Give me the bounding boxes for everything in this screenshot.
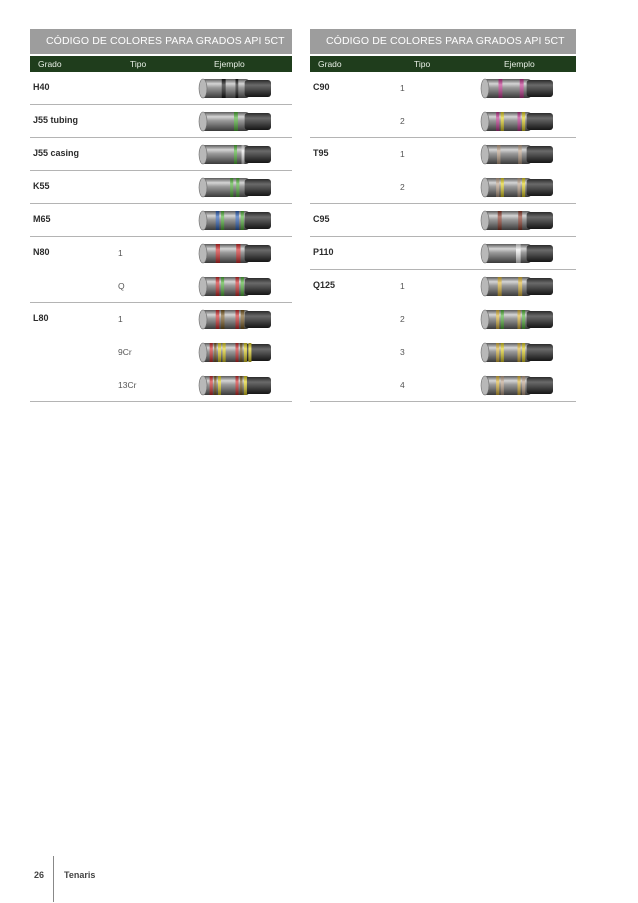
color-band-shade — [522, 310, 525, 329]
pipe-end — [481, 244, 489, 263]
color-band-shade — [518, 376, 521, 395]
color-band-shade — [214, 376, 216, 395]
color-band-shade — [210, 343, 213, 362]
pipe-end — [481, 112, 489, 131]
table-row — [310, 336, 576, 369]
pipe-end — [481, 277, 489, 296]
pipe-coupling — [484, 244, 531, 263]
pipe-coupling — [484, 79, 531, 98]
color-band-shade — [496, 343, 499, 362]
pipe-illustration — [478, 144, 554, 165]
color-band-shade — [236, 310, 239, 329]
color-band-shade — [221, 211, 224, 230]
color-band-shade — [221, 277, 224, 296]
pipe-coupling — [484, 211, 531, 230]
pipe-body — [245, 146, 271, 163]
table-row — [310, 204, 576, 237]
color-band-shade — [236, 211, 239, 230]
pipe-body — [245, 80, 271, 97]
pipe-end — [481, 376, 489, 395]
table-row — [30, 204, 292, 237]
pipe-end — [199, 145, 207, 164]
pipe-illustration — [478, 375, 554, 396]
header-grado: Grado — [38, 59, 62, 69]
table-row — [310, 72, 576, 105]
header-tipo: Tipo — [414, 59, 431, 69]
pipe-end — [481, 178, 489, 197]
pipe-body — [245, 212, 271, 229]
grade-label: M65 — [33, 214, 51, 224]
grade-label: J55 casing — [33, 148, 80, 158]
pipe-body — [245, 311, 271, 328]
color-band-shade — [234, 112, 238, 131]
color-band-shade — [498, 211, 502, 230]
grade-label: C95 — [313, 214, 330, 224]
color-band-shade — [501, 376, 504, 395]
grade-label: P110 — [313, 247, 334, 257]
grade-label: L80 — [33, 313, 49, 323]
pipe-body — [527, 113, 553, 130]
color-band-shade — [496, 112, 499, 131]
tipo-label: 4 — [400, 380, 405, 390]
table-row — [310, 237, 576, 270]
pipe-body — [527, 344, 553, 361]
table-row — [30, 369, 292, 402]
grade-table-body — [310, 72, 576, 402]
grade-label: T95 — [313, 148, 329, 158]
table-row — [30, 105, 292, 138]
color-band-shade — [241, 277, 244, 296]
color-band-shade — [236, 343, 239, 362]
footer-divider — [53, 856, 54, 902]
pipe-body — [527, 80, 553, 97]
table-row — [310, 105, 576, 138]
pipe-end — [199, 211, 207, 230]
color-band-shade — [241, 310, 244, 329]
pipe-illustration — [478, 111, 554, 132]
grade-label: Q125 — [313, 280, 336, 290]
pipe-illustration — [478, 210, 554, 231]
pipe-coupling — [202, 112, 249, 131]
grade-label: H40 — [33, 82, 50, 92]
pipe-body — [527, 146, 553, 163]
color-band-shade — [216, 244, 220, 263]
pipe-body — [527, 212, 553, 229]
color-band-shade — [518, 343, 521, 362]
pipe-coupling — [202, 178, 249, 197]
pipe-illustration — [478, 309, 554, 330]
color-band-shade — [236, 244, 240, 263]
color-band-shade — [210, 376, 213, 395]
pipe-end — [481, 211, 489, 230]
grade-label: N80 — [33, 247, 50, 257]
color-band-shade — [499, 79, 503, 98]
pipe-illustration — [196, 276, 272, 297]
pipe-illustration — [478, 243, 554, 264]
pipe-coupling — [484, 277, 531, 296]
color-band-shade — [216, 310, 219, 329]
color-band-shade — [236, 376, 239, 395]
pipe-illustration — [196, 375, 272, 396]
color-band-shade — [501, 310, 504, 329]
pipe-body — [527, 179, 553, 196]
color-band-shade — [518, 310, 521, 329]
color-band-shade — [240, 376, 242, 395]
grade-table-body — [30, 72, 292, 402]
pipe-illustration — [478, 78, 554, 99]
color-band-shade — [501, 112, 504, 131]
pipe-illustration — [196, 210, 272, 231]
table-row — [30, 138, 292, 171]
color-band-shade — [244, 343, 247, 362]
table-row — [310, 369, 576, 402]
pipe-body — [245, 113, 271, 130]
pipe-illustration — [196, 111, 272, 132]
tipo-label: 13Cr — [118, 380, 137, 390]
color-band-shade — [216, 277, 219, 296]
color-band-shade — [236, 178, 239, 197]
header-tipo: Tipo — [130, 59, 147, 69]
grade-label: C90 — [313, 82, 330, 92]
color-band-shade — [518, 145, 521, 164]
color-band-shade — [518, 112, 521, 131]
pipe-end — [481, 79, 489, 98]
pipe-end — [199, 178, 207, 197]
header-ejemplo: Ejemplo — [504, 59, 535, 69]
color-band-shade — [248, 343, 251, 362]
pipe-end — [199, 310, 207, 329]
tipo-label: 1 — [400, 149, 405, 159]
table-row — [30, 336, 292, 369]
tipo-label: 2 — [400, 116, 405, 126]
pipe-body — [245, 179, 271, 196]
pipe-end — [199, 112, 207, 131]
color-band-shade — [518, 277, 522, 296]
color-band-shade — [216, 211, 219, 230]
color-band-shade — [518, 178, 521, 197]
color-band-shade — [218, 343, 221, 362]
pipe-illustration — [196, 309, 272, 330]
color-band-shade — [222, 79, 226, 98]
page-number: 26 — [34, 870, 45, 880]
pipe-end — [199, 79, 207, 98]
pipe-illustration — [196, 78, 272, 99]
color-band-shade — [522, 376, 525, 395]
pipe-end — [199, 277, 207, 296]
color-band-shade — [497, 145, 500, 164]
pipe-body — [245, 245, 271, 262]
color-band-shade — [214, 343, 216, 362]
grade-label: J55 tubing — [33, 115, 79, 125]
grade-label: K55 — [33, 181, 50, 191]
color-band-shade — [501, 178, 504, 197]
pipe-illustration — [196, 342, 272, 363]
tipo-label: 1 — [400, 83, 405, 93]
color-band-shade — [244, 376, 247, 395]
pipe-end — [199, 343, 207, 362]
tipo-label: 1 — [400, 281, 405, 291]
pipe-body — [527, 278, 553, 295]
tipo-label: 2 — [400, 314, 405, 324]
table-row — [30, 171, 292, 204]
pipe-illustration — [196, 177, 272, 198]
color-band-shade — [520, 79, 524, 98]
tipo-label: 3 — [400, 347, 405, 357]
color-band-shade — [516, 244, 521, 263]
color-band-shade — [496, 310, 499, 329]
table-row — [30, 72, 292, 105]
pipe-coupling — [484, 145, 531, 164]
color-band-shade — [236, 79, 239, 98]
color-band-shade — [522, 178, 525, 197]
pipe-illustration — [196, 243, 272, 264]
color-band-shade — [496, 178, 499, 197]
color-band-shade — [242, 145, 245, 164]
brand-name: Tenaris — [64, 870, 96, 880]
pipe-body — [527, 245, 553, 262]
tipo-label: Q — [118, 281, 125, 291]
pipe-end — [481, 145, 489, 164]
panel-title: CÓDIGO DE COLORES PARA GRADOS API 5CT — [30, 29, 292, 54]
column-header-row — [310, 56, 576, 72]
color-band-shade — [501, 343, 504, 362]
table-row — [30, 303, 292, 336]
pipe-body — [245, 377, 271, 394]
pipe-illustration — [478, 177, 554, 198]
pipe-illustration — [196, 144, 272, 165]
color-band-shade — [230, 178, 233, 197]
color-band-shade — [522, 343, 525, 362]
tipo-label: 1 — [118, 248, 123, 258]
tipo-label: 1 — [118, 314, 123, 324]
tipo-label: 9Cr — [118, 347, 132, 357]
color-band-shade — [518, 211, 522, 230]
color-band-shade — [221, 310, 224, 329]
table-row — [30, 237, 292, 270]
table-row — [310, 171, 576, 204]
pipe-illustration — [478, 276, 554, 297]
table-row — [310, 270, 576, 303]
header-ejemplo: Ejemplo — [214, 59, 245, 69]
table-row — [30, 270, 292, 303]
pipe-body — [245, 278, 271, 295]
color-band-shade — [223, 343, 226, 362]
pipe-body — [527, 311, 553, 328]
pipe-illustration — [478, 342, 554, 363]
header-grado: Grado — [318, 59, 342, 69]
pipe-end — [481, 310, 489, 329]
color-band-shade — [218, 376, 221, 395]
color-band-shade — [240, 343, 242, 362]
pipe-body — [527, 377, 553, 394]
tipo-label: 2 — [400, 182, 405, 192]
column-header-row — [30, 56, 292, 72]
color-band-shade — [234, 145, 237, 164]
color-code-panel-left — [30, 29, 292, 402]
color-code-panel-right — [310, 29, 576, 402]
color-band-shade — [241, 211, 244, 230]
panel-title: CÓDIGO DE COLORES PARA GRADOS API 5CT — [310, 29, 576, 54]
color-band-shade — [496, 376, 499, 395]
pipe-coupling — [202, 244, 249, 263]
pipe-end — [199, 376, 207, 395]
table-row — [310, 138, 576, 171]
pipe-end — [481, 343, 489, 362]
pipe-end — [199, 244, 207, 263]
color-band-shade — [236, 277, 239, 296]
table-row — [310, 303, 576, 336]
color-band-shade — [498, 277, 502, 296]
color-band-shade — [522, 112, 525, 131]
